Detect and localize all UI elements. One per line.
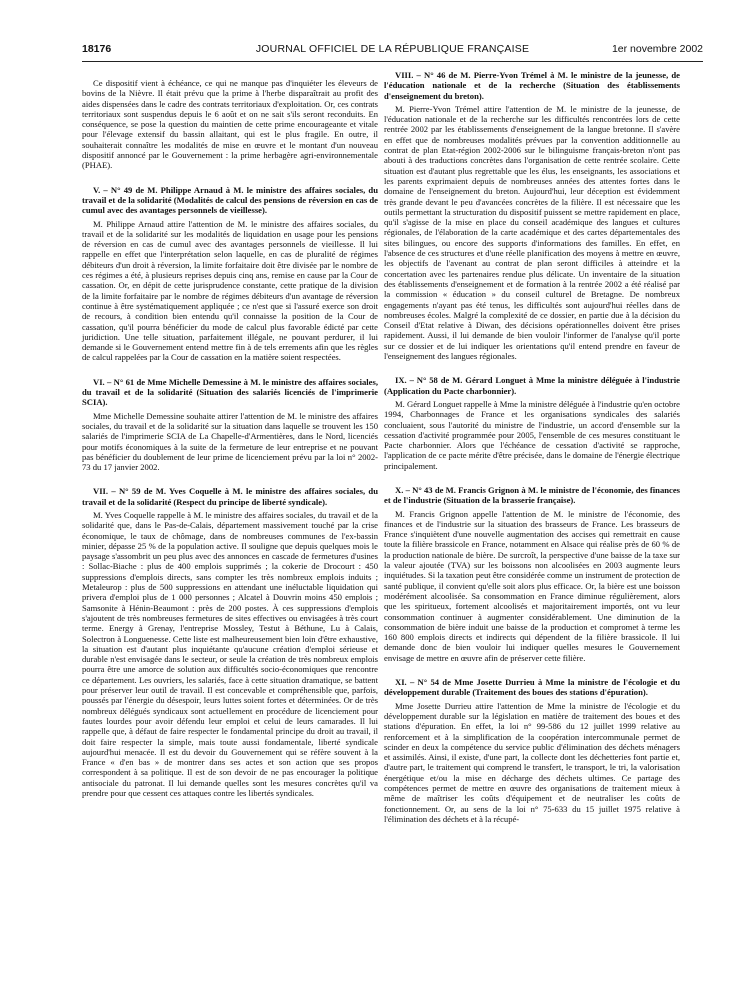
question-11-body: Mme Josette Durrieu attire l'attention de Mme la ministre de l'écologie et du développement durable sur la législation en matière de traitement des boues et des stations d'épuration. En effet, la loi n° 99-586 du 12 juillet 1999 relative au renforcement et à la simplification de la coopération intercommunale permet de scinder en deux la compétence du service public d'élimination des déchets ménagers et assimilés. Ainsi, il existe, d'une part, la collecte dont les déchetteries font partie et, d'autre part, le traitement qui comprend le transfert, le transport, le tri, la valorisation énergétique et/ou la mise en décharge des déchets ultimes. Ce partage des compétences permet de mettre en œuvre des organisations de traitement mieux à même de maîtriser les coûts d'équipement et de neutraliser les coûts de fonctionnement. Or, au sens de la loi n° 75-633 du 15 juillet 1975 relative à l'élimination des déchets et à la récupé- <box>384 700 680 824</box>
question-8-title: VIII. – N° 46 de M. Pierre-Yvon Trémel à M. le ministre de la jeunesse, de l'éducation nationale et de la recherche (Situation des établissements d'enseignement du breton). <box>384 70 680 101</box>
question-6-body: Mme Michelle Demessine souhaite attirer l'attention de M. le ministre des affaires sociales, du travail et de la solidarité sur la situation dans laquelle se trouvent les 150 salariés de l'imprimerie SCIA de La Chapelle-d'Armentières, dans le Nord, licenciés pour motifs économiques à la suite de la fermeture de leur entreprise et ne pouvant pas bénéficier du doublement de leur prime de licenciement prévu par la loi n° 2002-73 du 17 janvier 2002. <box>82 410 378 473</box>
question-8-body: M. Pierre-Yvon Trémel attire l'attention de M. le ministre de la jeunesse, de l'éducation nationale et de la recherche sur les difficultés rencontrées lors de cette rentrée 2002 par les établissements d'enseignement de la langue bretonne. Il s'avère en effet que de nombreuses modalités prévues par la convention additionnelle au contrat de plan Etat-région 2002-2006 sur le bilinguisme français-breton n'ont pas abouti à des traductions concrètes dans l'organisation de cette rentrée scolaire. Cette situation est d'autant plus regrettable que les élus, les enseignants, les associations et les parents exprimaient depuis de nombreuses années des attentes fortes dans le domaine de l'enseignement du breton. Aujourd'hui, leur déception est évidemment très grande devant le peu d'avancées concrètes de la filière. Il est nécessaire que les outils permettant la structuration du dispositif puissent se mettre rapidement en place, qu'il s'agisse de la mise en place du conseil académique des langues et cultures régionales, de l'élaboration de la carte académique et des cartes départementales des sites bilingues, ou encore des supports d'informations des familles. En effet, en l'absence de ces structures et d'une réelle planification des moyens à mettre en œuvre, les objectifs de l'avenant au contrat de plan seront difficiles à atteindre et la concertation avec les partenaires rendue plus délicate. Un inventaire de la situation des établissements d'enseignement et de formation à la rentrée 2002 a été réalisé par la commission « éducation » du conseil culturel de Bretagne. De nombreux engagements n'ayant pas été tenus, les difficultés sont aujourd'hui réelles dans de nombreuses écoles. Malgré la complexité de ce dossier, en partie due à la décision du Conseil d'Etat relative à Diwan, des décisions opérationnelles doivent être prises rapidement. Aussi, il lui demande de bien vouloir l'informer de l'analyse qu'il porte sur ce dossier et de lui indiquer les orientations qu'il entend prendre en faveur de l'enseignement des langues régionales. <box>384 103 680 362</box>
question-7-body: M. Yves Coquelle rappelle à M. le ministre des affaires sociales, du travail et de la solidarité que, dans le Pas-de-Calais, département massivement touché par la crise économique, le taux de chômage, dans de nombreuses communes de l'ex-bassin minier, dépasse 25 % de la population active. Il souligne que depuis quelques mois le paysage s'assombrit un peu plus avec des annonces en cascade de fermetures d'usines : Sollac-Biache : plus de 400 emplois supprimés ; la cokerie de Drocourt : 450 suppressions d'emplois directs, sans compter les très nombreux emplois induits ; Metaleurop : plus de 500 suppressions en attendant une inéluctable liquidation qui privera d'emploi plus de 1 000 personnes ; Alcatel à Douvrin moins 450 emplois ; Samsonite à Hénin-Beaumont : près de 200 postes. À ces suppressions d'emplois s'ajoutent de très nombreuses fermetures de sites effectives ou envisagées à très court terme. Energy à Grenay, l'entreprise Mossley, Testut à Béthune, Lu à Calais, Solectron à Longuenesse. Cette liste est malheureusement bien loin d'être exhaustive, la situation est d'autant plus inquiétante qu'aucune création d'emploi sérieuse et durable n'est envisagée dans le secteur, or seule la création de très nombreux emplois pourra être une amorce de solution aux difficultés socio-économiques que rencontre ce département. Les ouvriers, les salariés, face à cette situation dramatique, se battent pour préserver leur outil de travail. Il est concevable et compréhensible que, parfois, poussés par l'énergie du désespoir, leurs luttes soient fortes et déterminées. Or de très nombreux délégués syndicaux sont actuellement en procédure de licenciement pour fautes lourdes pour avoir défendu leur emploi et celui de leurs camarades. Il lui rappelle que, à défaut de faire respecter le fondamental principe du droit au travail, il doit faire respecter la simple, mais toute aussi fondamentale, liberté syndicale aujourd'hui menacée. Il est du devoir du Gouvernement qui se réfère souvent à la France « d'en bas » de montrer dans ses actes et son action que ses propos correspondent à sa politique. Il est de son devoir de ne pas encourager la politique antisociale du patronat. Il lui demande quelles sont les mesures concrètes qu'il va prendre pour que cessent ces attaques contre les libertés syndicales. <box>82 509 378 798</box>
journal-title: JOURNAL OFFICIEL DE LA RÉPUBLIQUE FRANÇAISE <box>255 43 530 55</box>
header-rule <box>82 61 703 62</box>
question-10-title: X. – N° 43 de M. Francis Grignon à M. le ministre de l'économie, des finances et de l'industrie (Situation de la brasserie française). <box>384 484 680 506</box>
question-5-title: V. – N° 49 de M. Philippe Arnaud à M. le ministre des affaires sociales, du travail et de la solidarité (Modalités de calcul des pensions de réversion en cas de cumul avec des avantages personnels de vieillesse). <box>82 184 378 216</box>
issue-date: 1er novembre 2002 <box>611 43 703 55</box>
intro-paragraph: Ce dispositif vient à échéance, ce qui ne manque pas d'inquiéter les éleveurs de bovins de la Nièvre. Il était prévu que la prime à l'herbe disparaîtrait au profit des aides dispensées dans le cadre des contrats territoriaux d'exploitation. Or, ces contrats territoriaux sont suspendus depuis le 6 août et on ne sait s'ils seront reconduits. En conséquence, se pose la question du maintien de cette prime encourageante et vitale pour l'élevage extensif du bassin allaitant, qui est le plus fragile. En outre, il souhaiterait connaître les modalités de mise en œuvre et le montant d'un nouveau dispositif annoncé par le Gouvernement : la prime herbagère agri-environnementale (PHAE). <box>82 78 378 171</box>
question-11-title: XI. – N° 54 de Mme Josette Durrieu à Mme la ministre de l'écologie et du développement durable (Traitement des boues des stations d'épuration). <box>384 677 680 698</box>
page-number: 18176 <box>82 43 112 55</box>
question-9-body: M. Gérard Longuet rappelle à Mme la ministre déléguée à l'industrie qu'en octobre 1994, Charbonnages de France et les organisations syndicales des salariés concluaient, sous l'autorité du ministre de l'industrie, un accord d'ensemble sur la cessation d'activité programmée pour 2005, l'ensemble de ces mesures constituant le Pacte charbonnier. Alors que l'échéance de cessation d'activité se rapproche, l'application de ce pacte mérite d'être précisée, dans le domaine de l'énergie électrique principalement. <box>384 398 680 471</box>
left-column <box>82 78 378 798</box>
question-9-title: IX. – N° 58 de M. Gérard Longuet à Mme la ministre déléguée à l'industrie (Application du Pacte charbonnier). <box>384 375 680 396</box>
question-6-title: VI. – N° 61 de Mme Michelle Demessine à M. le ministre des affaires sociales, du travail et de la solidarité (Situation des salariés licenciés de l'imprimerie SCIA). <box>82 376 378 408</box>
question-10-body: M. Francis Grignon appelle l'attention de M. le ministre de l'économie, des finances et de l'industrie sur la situation des brasseurs de France. Les brasseurs de France s'inquiètent d'une nouvelle augmentation des accises qui remettrait en cause toute la filière brassicole en France, notamment en Alsace qui réalise près de 60 % de la production nationale de bière. De surcroît, la perspective d'une baisse de la taxe sur la valeur ajoutée (TVA) sur les boissons non alcoolisées en 2003 augmente leurs inquiétudes. Si la taxation peut être considérée comme un instrument de protection de santé publique, il convient qu'elle soit alors plus efficace. Or, la bière est une boisson modérément alcoolisée. Sa consommation en France diminue régulièrement, alors que les spiritueux, fortement alcoolisés et majoritairement importés, ont vu leur consommation continuer à augmenter considérablement. Une diminution de la consommation de bière induit une baisse de la production et compromet à terme les 160 800 emplois directs et indirects qui dépendent de la filière brassicole. Il lui demande donc de bien vouloir lui indiquer quelles mesures le Gouvernement envisage de mettre en œuvre afin de préserver cette filière. <box>384 508 680 663</box>
question-7-title: VII. – N° 59 de M. Yves Coquelle à M. le ministre des affaires sociales, du travail et de la solidarité (Respect du principe de liberté syndicale). <box>82 486 378 507</box>
page-header <box>82 43 703 57</box>
right-column <box>384 70 680 824</box>
question-5-body: M. Philippe Arnaud attire l'attention de M. le ministre des affaires sociales, du travail et de la solidarité sur les modalités de liquidation en usage pour les pensions de réversion en cas de cumul avec des avantages personnels de vieillesse. Il lui rappelle en effet que l'interprétation selon laquelle, en cas de pluralité de régimes débiteurs d'un droit à réversion, la limite forfaitaire doit être divisée par le nombre de ces régimes a été, à plusieurs reprises depuis cinq ans, remise en cause par la Cour de cassation. Or, en dépit de cette jurisprudence constante, cette pratique de la division de la limite forfaitaire par le nombre de régimes débiteurs d'un avantage de réversion continue à être systématiquement appliquée ; ce n'est que si l'assuré exerce son droit de recours, à condition bien entendu qu'il connaisse la position de la Cour de cassation, qu'il pourra bénéficier du mode de calcul plus favorable édicté par cette juridiction. Une telle situation, parfaitement illégale, ne pouvant perdurer, il lui demande si le Gouvernement entend mettre fin à de tels errements afin que les règles de calcul rappelées par la Cour de cassation en la matière soient respectées. <box>82 218 378 363</box>
